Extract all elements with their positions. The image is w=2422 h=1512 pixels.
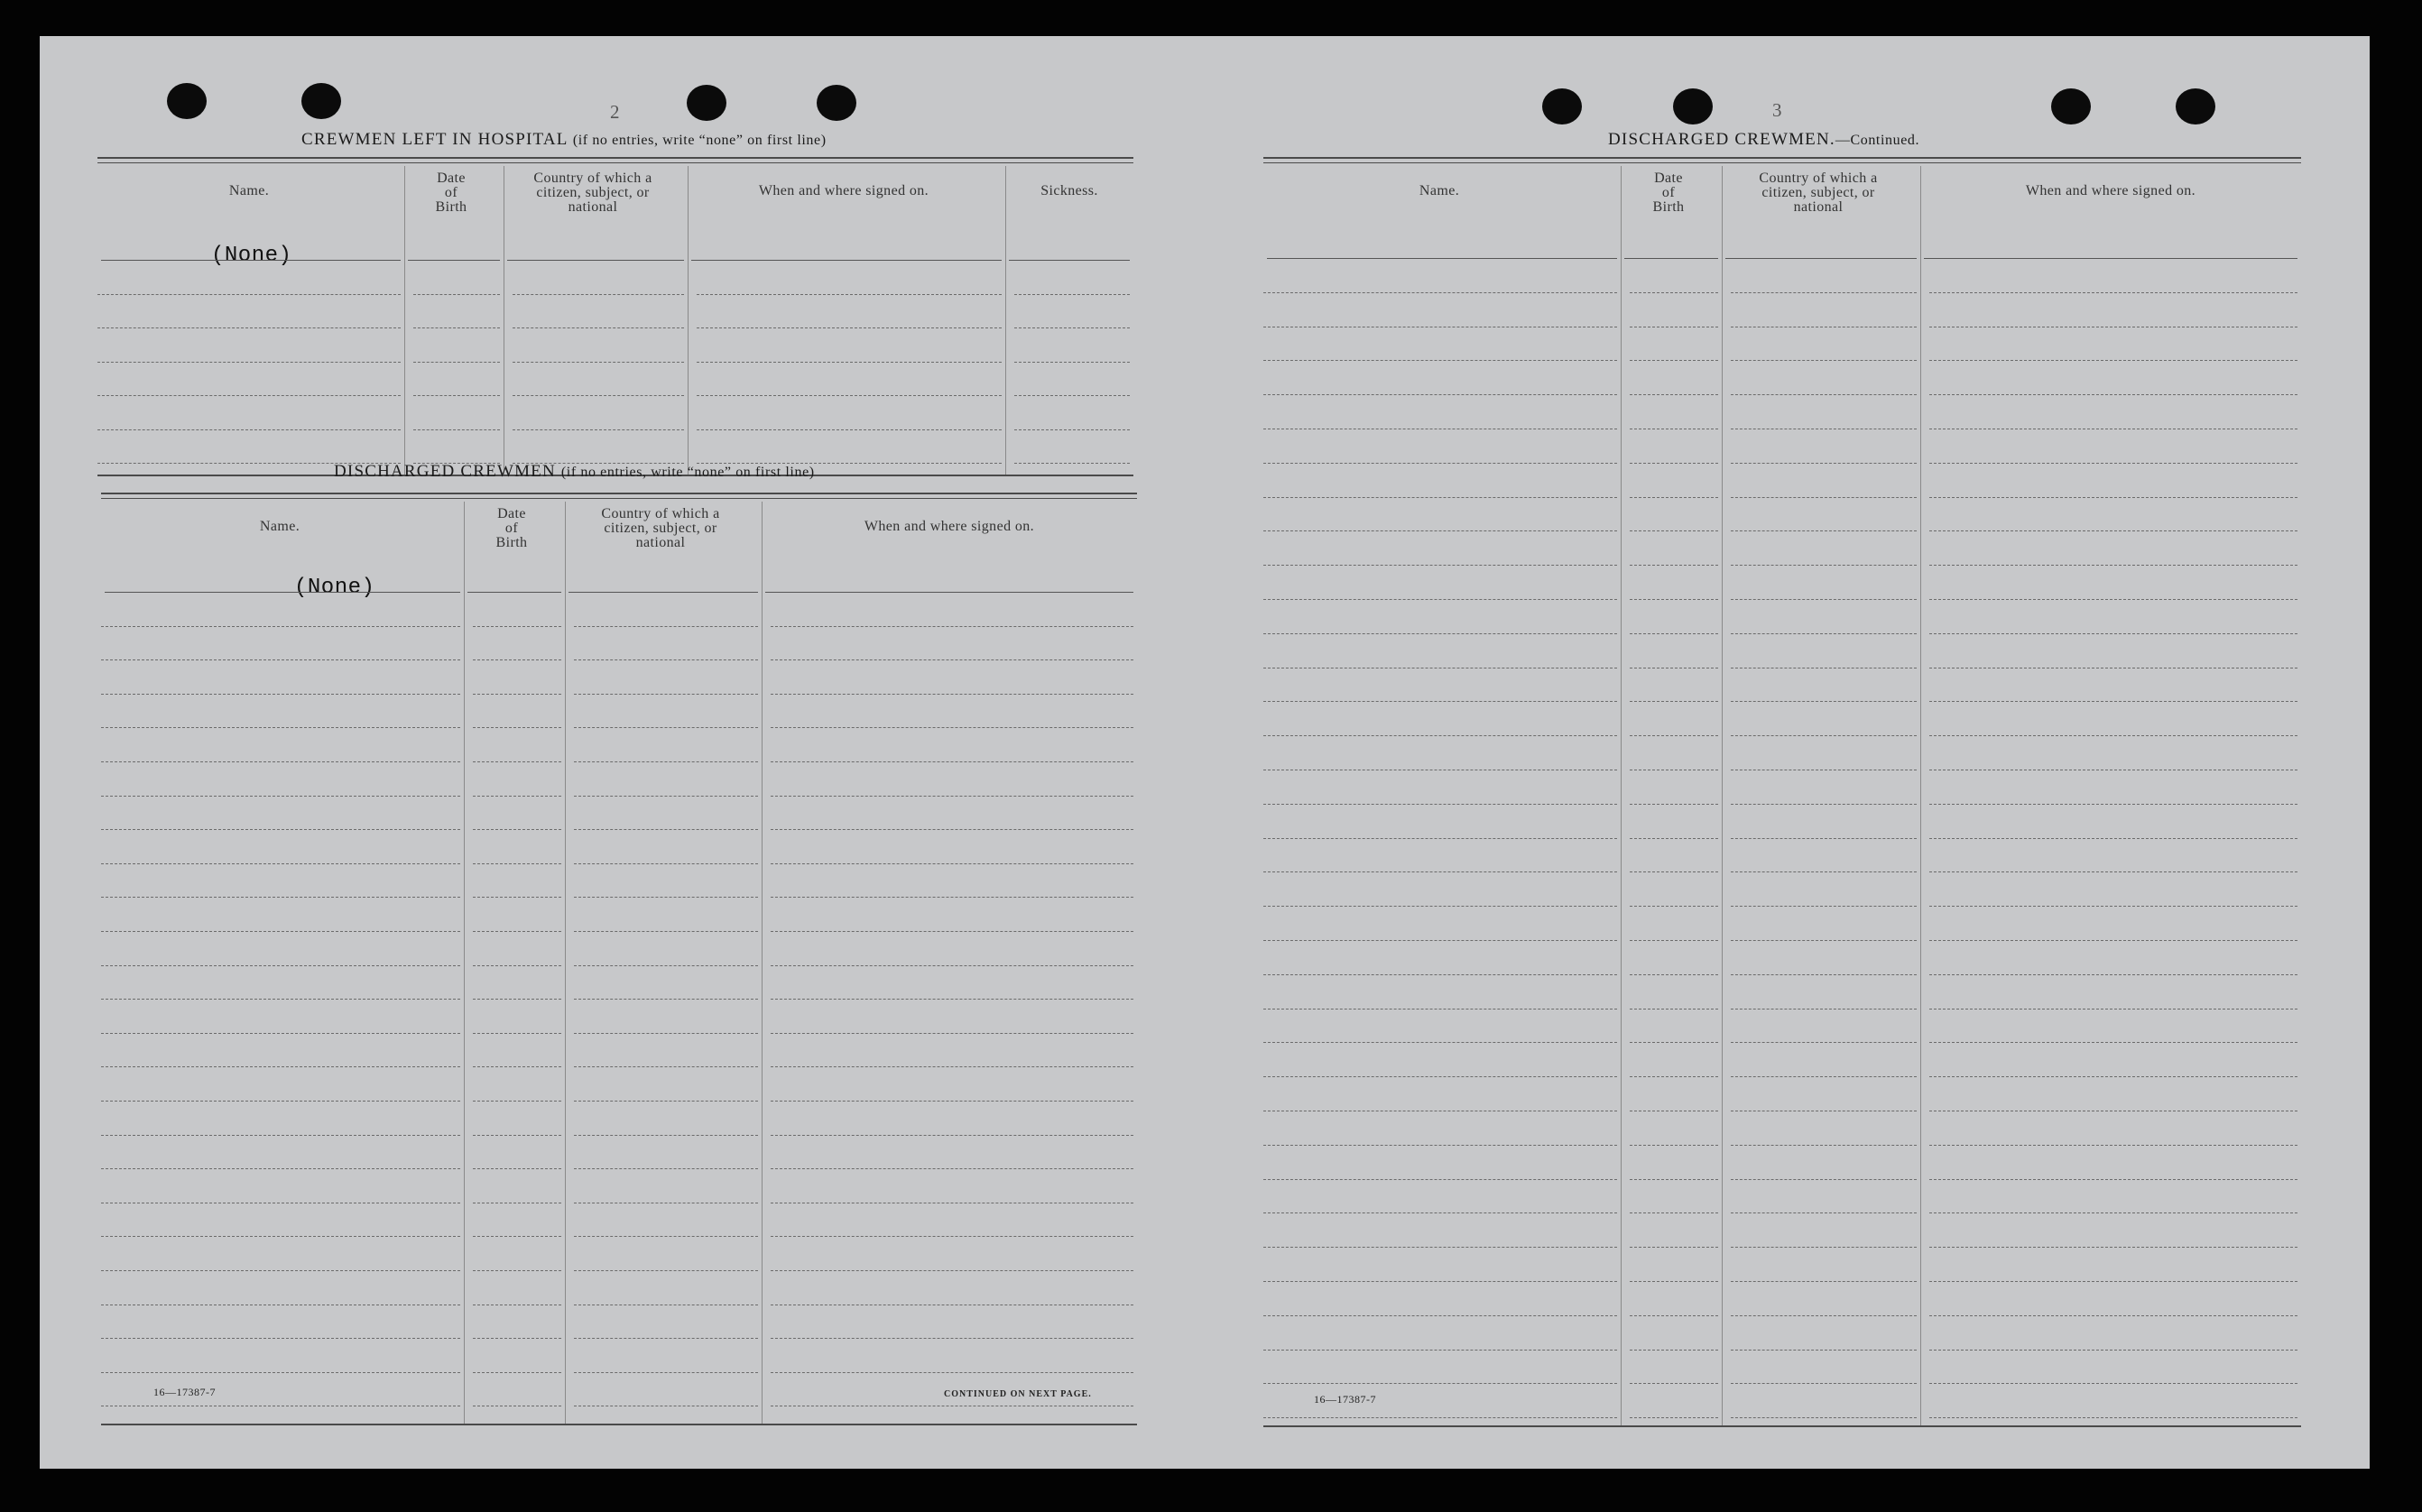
entry-line xyxy=(1630,633,1718,634)
entry-line xyxy=(1929,1076,2297,1077)
column-divider xyxy=(1920,166,1921,1425)
entry-line xyxy=(1731,292,1917,293)
hospital-title-note: (if no entries, write “none” on first line) xyxy=(572,133,827,148)
entry-line xyxy=(1929,565,2297,566)
entry-line xyxy=(1929,1145,2297,1146)
entry-line xyxy=(1929,1417,2297,1418)
entry-line xyxy=(101,659,460,660)
entry-line xyxy=(1630,1315,1718,1316)
header-underline xyxy=(765,592,1133,593)
column-header-date-of-birth-text: Date of Birth xyxy=(435,171,467,215)
entry-line xyxy=(1263,463,1617,464)
entry-line xyxy=(473,999,561,1000)
punch-hole xyxy=(2176,88,2215,124)
entry-line xyxy=(101,796,460,797)
entry-line xyxy=(574,1338,758,1339)
entry-line xyxy=(1731,530,1917,531)
entry-line xyxy=(1630,530,1718,531)
entry-line xyxy=(1630,1383,1718,1384)
entry-line xyxy=(1263,1383,1617,1384)
entry-line xyxy=(1630,360,1718,361)
entry-line xyxy=(1929,974,2297,975)
entry-line xyxy=(1731,1247,1917,1248)
entry-line xyxy=(1014,429,1130,430)
entry-line xyxy=(1630,1042,1718,1043)
entry-line xyxy=(1630,394,1718,395)
entry-line xyxy=(473,1168,561,1169)
entry-line xyxy=(97,429,401,430)
column-divider xyxy=(464,502,465,1424)
entry-line xyxy=(1731,1076,1917,1077)
entry-line xyxy=(473,761,561,762)
entry-line xyxy=(413,327,500,328)
entry-line xyxy=(1929,1042,2297,1043)
entry-line xyxy=(771,761,1133,762)
entry-line xyxy=(1731,497,1917,498)
entry-line xyxy=(1263,360,1617,361)
entry-line xyxy=(1263,1350,1617,1351)
entry-line xyxy=(413,294,500,295)
entry-line xyxy=(97,395,401,396)
entry-line xyxy=(1630,1076,1718,1077)
header-underline xyxy=(691,260,1002,261)
entry-line xyxy=(1929,497,2297,498)
entry-line xyxy=(697,429,1002,430)
entry-line xyxy=(1263,530,1617,531)
entry-line xyxy=(101,626,460,627)
discharged-section-title xyxy=(334,462,815,482)
entry-line xyxy=(1929,633,2297,634)
entry-line xyxy=(1929,1009,2297,1010)
discharged-continued-table xyxy=(1263,157,2301,1425)
entry-line xyxy=(513,327,684,328)
entry-line xyxy=(513,429,684,430)
punch-hole xyxy=(301,83,341,119)
entry-line xyxy=(1630,1247,1718,1248)
entry-line xyxy=(771,1236,1133,1237)
entry-line xyxy=(1929,906,2297,907)
entry-line xyxy=(1731,804,1917,805)
entry-line xyxy=(1929,1212,2297,1213)
entry-line xyxy=(413,362,500,363)
entry-line xyxy=(473,659,561,660)
entry-line xyxy=(1630,838,1718,839)
entry-line xyxy=(1731,1417,1917,1418)
entry-line xyxy=(1929,735,2297,736)
entry-line xyxy=(97,327,401,328)
entry-line xyxy=(473,626,561,627)
header-underline xyxy=(1624,258,1718,259)
entry-line xyxy=(413,395,500,396)
entry-line xyxy=(473,694,561,695)
entry-line xyxy=(574,931,758,932)
entry-line xyxy=(574,659,758,660)
entry-line xyxy=(1630,565,1718,566)
entry-line xyxy=(97,294,401,295)
entry-line xyxy=(1731,1042,1917,1043)
entry-line xyxy=(574,761,758,762)
column-divider xyxy=(1621,166,1622,1425)
entry-line xyxy=(771,1338,1133,1339)
entry-line xyxy=(771,897,1133,898)
entry-line xyxy=(1630,906,1718,907)
entry-line xyxy=(1630,1212,1718,1213)
discharged-continued-title-text: DISCHARGED CREWMEN. xyxy=(1608,130,1835,149)
entry-line xyxy=(574,829,758,830)
entry-line xyxy=(574,965,758,966)
entry-line xyxy=(1263,1009,1617,1010)
entry-line xyxy=(473,1101,561,1102)
column-header-date-of-birth-text: Date of Birth xyxy=(1652,171,1685,215)
entry-line xyxy=(1630,701,1718,702)
entry-line xyxy=(1630,1009,1718,1010)
entry-line xyxy=(513,294,684,295)
entry-line xyxy=(574,694,758,695)
entry-line xyxy=(771,999,1133,1000)
entry-line xyxy=(771,626,1133,627)
column-divider xyxy=(1722,166,1723,1425)
entry-line xyxy=(1731,360,1917,361)
entry-line xyxy=(473,863,561,864)
entry-line xyxy=(574,1033,758,1034)
entry-line xyxy=(1929,1281,2297,1282)
entry-line xyxy=(1929,360,2297,361)
column-header-country-text: Country of which a citizen, subject, or national xyxy=(601,506,720,550)
entry-line xyxy=(1731,701,1917,702)
entry-line xyxy=(1263,565,1617,566)
entry-line xyxy=(1263,1281,1617,1282)
punch-hole xyxy=(1542,88,1582,124)
entry-line xyxy=(1929,804,2297,805)
entry-line xyxy=(1731,1009,1917,1010)
entry-line xyxy=(1630,463,1718,464)
entry-line xyxy=(1630,292,1718,293)
entry-line xyxy=(1630,974,1718,975)
entry-line xyxy=(1630,804,1718,805)
entry-line xyxy=(473,829,561,830)
entry-line xyxy=(1929,599,2297,600)
punch-hole xyxy=(167,83,207,119)
entry-line xyxy=(101,761,460,762)
entry-line xyxy=(771,659,1133,660)
discharged-continued-title xyxy=(1608,130,1919,150)
entry-line xyxy=(1263,1315,1617,1316)
entry-line xyxy=(1731,735,1917,736)
entry-line xyxy=(1731,940,1917,941)
entry-line xyxy=(771,931,1133,932)
discharged-title-note: (if no entries, write “none” on first line) xyxy=(560,465,815,480)
entry-line xyxy=(101,931,460,932)
column-header-signed-on: When and where signed on. xyxy=(2025,183,2196,198)
form-number-left: 16—17387-7 xyxy=(153,1386,216,1398)
entry-line xyxy=(1731,394,1917,395)
entry-line xyxy=(771,1066,1133,1067)
entry-line xyxy=(1929,1179,2297,1180)
entry-line xyxy=(473,931,561,932)
entry-line xyxy=(101,863,460,864)
entry-line xyxy=(1731,906,1917,907)
entry-line xyxy=(101,897,460,898)
entry-line xyxy=(771,727,1133,728)
table-bottom-line xyxy=(101,1424,1137,1425)
entry-line xyxy=(1263,497,1617,498)
entry-line xyxy=(1263,940,1617,941)
entry-line xyxy=(1263,871,1617,872)
entry-line xyxy=(473,727,561,728)
entry-line xyxy=(1929,530,2297,531)
entry-line xyxy=(513,362,684,363)
entry-line xyxy=(771,829,1133,830)
header-underline xyxy=(101,260,401,261)
entry-line xyxy=(513,395,684,396)
punch-hole xyxy=(687,85,726,121)
entry-line xyxy=(697,327,1002,328)
entry-line xyxy=(771,796,1133,797)
entry-line xyxy=(1731,1350,1917,1351)
entry-line xyxy=(574,1236,758,1237)
entry-line xyxy=(1731,838,1917,839)
entry-line xyxy=(1731,1179,1917,1180)
column-header-date-of-birth xyxy=(464,507,559,550)
entry-line xyxy=(1263,1247,1617,1248)
column-divider xyxy=(404,166,405,475)
entry-line xyxy=(574,897,758,898)
page-number-right: 3 xyxy=(1772,99,1782,121)
continued-note: CONTINUED ON NEXT PAGE. xyxy=(944,1389,1092,1399)
header-underline xyxy=(569,592,758,593)
entry-line xyxy=(413,429,500,430)
column-header-name: Name. xyxy=(1419,183,1460,198)
entry-line xyxy=(771,1101,1133,1102)
entry-line xyxy=(1263,633,1617,634)
entry-line xyxy=(97,362,401,363)
entry-line xyxy=(1929,463,2297,464)
table-bottom-line xyxy=(1263,1425,2301,1427)
column-header-country xyxy=(1722,171,1915,215)
column-header-signed-on: When and where signed on. xyxy=(758,183,929,198)
entry-line xyxy=(101,829,460,830)
entry-line xyxy=(1630,1350,1718,1351)
header-underline xyxy=(467,592,561,593)
entry-line xyxy=(1263,838,1617,839)
entry-line xyxy=(771,965,1133,966)
entry-line xyxy=(101,1270,460,1271)
entry-line xyxy=(1630,871,1718,872)
entry-line xyxy=(1929,940,2297,941)
entry-line xyxy=(1731,463,1917,464)
entry-line xyxy=(1630,1417,1718,1418)
punch-hole xyxy=(1673,88,1713,124)
entry-line xyxy=(1630,940,1718,941)
column-header-country-text: Country of which a citizen, subject, or national xyxy=(533,171,652,215)
header-underline xyxy=(408,260,500,261)
entry-line xyxy=(1929,394,2297,395)
entry-line xyxy=(1731,565,1917,566)
entry-line xyxy=(574,1270,758,1271)
entry-line xyxy=(473,1338,561,1339)
entry-line xyxy=(574,863,758,864)
column-header-date-of-birth-text: Date of Birth xyxy=(495,506,528,550)
entry-line xyxy=(1263,906,1617,907)
hospital-entry-name: (None) xyxy=(211,244,292,268)
entry-line xyxy=(101,1236,460,1237)
entry-line xyxy=(574,796,758,797)
header-underline xyxy=(1924,258,2297,259)
entry-line xyxy=(574,1066,758,1067)
punch-hole xyxy=(2051,88,2091,124)
entry-line xyxy=(101,1066,460,1067)
entry-line xyxy=(1263,1145,1617,1146)
entry-line xyxy=(771,1270,1133,1271)
entry-line xyxy=(574,1135,758,1136)
column-divider xyxy=(1005,166,1006,475)
entry-line xyxy=(1929,1247,2297,1248)
entry-line xyxy=(473,1372,561,1373)
column-header-signed-on: When and where signed on. xyxy=(864,519,1035,534)
entry-line xyxy=(101,1033,460,1034)
entry-line xyxy=(101,1135,460,1136)
entry-line xyxy=(697,362,1002,363)
entry-line xyxy=(1929,838,2297,839)
header-underline xyxy=(105,592,460,593)
entry-line xyxy=(101,1168,460,1169)
entry-line xyxy=(101,727,460,728)
entry-line xyxy=(771,1135,1133,1136)
entry-line xyxy=(1731,1212,1917,1213)
entry-line xyxy=(1929,701,2297,702)
entry-line xyxy=(771,863,1133,864)
entry-line xyxy=(574,1101,758,1102)
entry-line xyxy=(1731,1383,1917,1384)
column-divider xyxy=(688,166,689,475)
entry-line xyxy=(1014,327,1130,328)
entry-line xyxy=(1263,1042,1617,1043)
entry-line xyxy=(1014,362,1130,363)
column-divider xyxy=(762,502,763,1424)
entry-line xyxy=(771,694,1133,695)
header-underline xyxy=(507,260,684,261)
entry-line xyxy=(1929,1383,2297,1384)
entry-line xyxy=(574,626,758,627)
entry-line xyxy=(1731,871,1917,872)
column-header-country xyxy=(565,507,756,550)
entry-line xyxy=(101,965,460,966)
column-divider xyxy=(565,502,566,1424)
discharged-title-text: DISCHARGED CREWMEN xyxy=(334,462,556,481)
discharged-continued-suffix: —Continued. xyxy=(1835,133,1920,148)
entry-line xyxy=(101,1372,460,1373)
column-header-name: Name. xyxy=(259,519,300,534)
entry-line xyxy=(771,1033,1133,1034)
column-header-date-of-birth xyxy=(404,171,498,215)
entry-line xyxy=(697,294,1002,295)
entry-line xyxy=(771,1372,1133,1373)
entry-line xyxy=(101,999,460,1000)
entry-line xyxy=(1731,1145,1917,1146)
entry-line xyxy=(1263,1417,1617,1418)
column-header-name: Name. xyxy=(228,183,270,198)
discharged-entry-name: (None) xyxy=(294,576,375,600)
page-number-left: 2 xyxy=(610,101,620,123)
entry-line xyxy=(1263,394,1617,395)
header-underline xyxy=(1009,260,1130,261)
entry-line xyxy=(101,1338,460,1339)
entry-line xyxy=(1929,1350,2297,1351)
entry-line xyxy=(473,1236,561,1237)
entry-line xyxy=(1263,1076,1617,1077)
entry-line xyxy=(1630,1281,1718,1282)
entry-line xyxy=(1263,735,1617,736)
entry-line xyxy=(1263,701,1617,702)
header-underline xyxy=(1725,258,1917,259)
column-header-country xyxy=(504,171,682,215)
entry-line xyxy=(1929,292,2297,293)
entry-line xyxy=(473,1033,561,1034)
entry-line xyxy=(1929,871,2297,872)
entry-line xyxy=(1731,1315,1917,1316)
entry-line xyxy=(1263,974,1617,975)
entry-line xyxy=(1014,463,1130,464)
entry-line xyxy=(574,727,758,728)
entry-line xyxy=(1731,599,1917,600)
entry-line xyxy=(473,965,561,966)
discharged-table xyxy=(101,493,1137,1424)
entry-line xyxy=(697,395,1002,396)
entry-line xyxy=(101,1101,460,1102)
form-number-right: 16—17387-7 xyxy=(1314,1393,1376,1406)
document-sheet xyxy=(40,36,2370,1469)
entry-line xyxy=(771,1168,1133,1169)
hospital-section-title xyxy=(301,130,827,150)
entry-line xyxy=(1263,292,1617,293)
entry-line xyxy=(473,897,561,898)
entry-line xyxy=(574,1168,758,1169)
entry-line xyxy=(1014,294,1130,295)
entry-line xyxy=(473,1066,561,1067)
entry-line xyxy=(1630,1179,1718,1180)
hospital-table xyxy=(97,157,1133,475)
entry-line xyxy=(1731,974,1917,975)
entry-line xyxy=(1014,395,1130,396)
entry-line xyxy=(1630,599,1718,600)
entry-line xyxy=(1731,1281,1917,1282)
entry-line xyxy=(101,694,460,695)
entry-line xyxy=(1630,1145,1718,1146)
entry-line xyxy=(1263,1179,1617,1180)
entry-line xyxy=(1263,804,1617,805)
entry-line xyxy=(473,1135,561,1136)
header-underline xyxy=(1267,258,1617,259)
entry-line xyxy=(574,999,758,1000)
column-header-date-of-birth xyxy=(1621,171,1716,215)
column-header-country-text: Country of which a citizen, subject, or national xyxy=(1759,171,1878,215)
entry-line xyxy=(473,1270,561,1271)
entry-line xyxy=(1929,1315,2297,1316)
entry-line xyxy=(1630,497,1718,498)
entry-line xyxy=(1263,1212,1617,1213)
entry-line xyxy=(1263,599,1617,600)
hospital-title-text: CREWMEN LEFT IN HOSPITAL xyxy=(301,130,568,149)
entry-line xyxy=(473,796,561,797)
entry-line xyxy=(574,1372,758,1373)
punch-hole xyxy=(817,85,856,121)
column-header-sickness: Sickness. xyxy=(1040,183,1098,198)
entry-line xyxy=(1630,735,1718,736)
entry-line xyxy=(1731,633,1917,634)
